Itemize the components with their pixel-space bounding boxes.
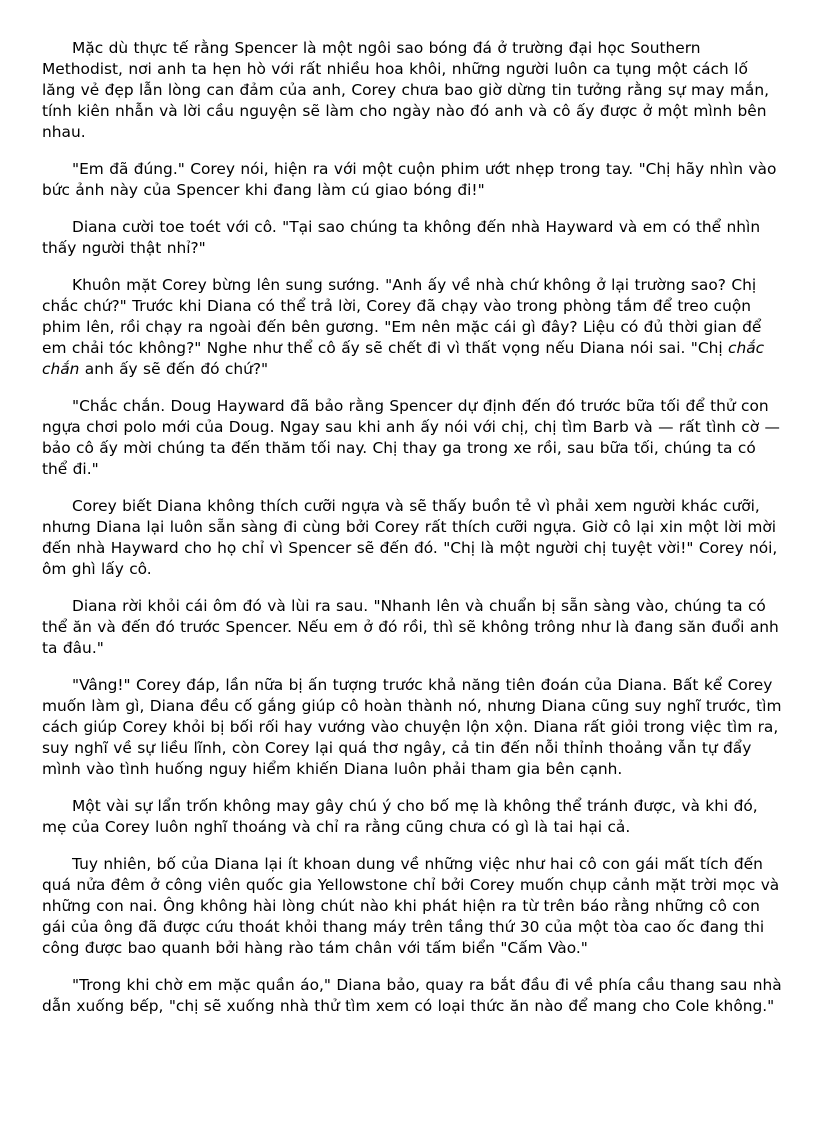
paragraph-text: anh ấy sẽ đến đó chứ?" [79, 360, 269, 378]
paragraph: "Em đã đúng." Corey nói, hiện ra với một cuộn phim ướt nhẹp trong tay. "Chị hãy nhìn vào bức ảnh này của Spencer khi đang làm cú giao bóng đi!" [42, 160, 777, 199]
paragraph: Mặc dù thực tế rằng Spencer là một ngôi sao bóng đá ở trường đại học Southern Methodist, nơi anh ta hẹn hò với rất nhiều hoa khôi, những người luôn ca tụng một cách lố lăng vẻ đẹp lẫn lòng can đảm của anh, Corey chưa bao giờ dừng tin tưởng rằng sự may mắn, tính kiên nhẫn và lời cầu nguyện sẽ làm cho ngày nào đó anh và cô ấy được ở một mình bên nhau. [42, 39, 769, 141]
document-page [42, 38, 782, 1033]
emphasized-text: chắc chắn [42, 339, 765, 378]
paragraph: Corey biết Diana không thích cưỡi ngựa và sẽ thấy buồn tẻ vì phải xem người khác cưỡi, nhưng Diana lại luôn sẵn sàng đi cùng bởi Corey rất thích cưỡi ngựa. Giờ cô lại xin một lời mời đến nhà Hayward cho họ chỉ vì Spencer sẽ đến đó. "Chị là một người chị tuyệt vời!" Corey nói, ôm ghì lấy cô. [42, 497, 778, 578]
paragraph: Diana cười toe toét với cô. "Tại sao chúng ta không đến nhà Hayward và em có thể nhìn thấy người thật nhỉ?" [42, 218, 761, 257]
paragraph: Tuy nhiên, bố của Diana lại ít khoan dung về những việc như hai cô con gái mất tích đến quá nửa đêm ở công viên quốc gia Yellowstone chỉ bởi Corey muốn chụp cảnh mặt trời mọc và những con nai. Ông không hài lòng chút nào khi phát hiện ra từ trên báo rằng những cô con gái của ông đã được cứu thoát khỏi thang máy trên tầng thứ 30 của một tòa cao ốc đang thi công được bao quanh bởi hàng rào tám chân với tấm biển "Cấm Vào." [42, 855, 780, 957]
paragraph: Một vài sự lẩn trốn không may gây chú ý cho bố mẹ là không thể tránh được, và khi đó, mẹ của Corey luôn nghĩ thoáng và chỉ ra rằng cũng chưa có gì là tai hại cả. [42, 797, 758, 836]
paragraph: "Trong khi chờ em mặc quần áo," Diana bảo, quay ra bắt đầu đi về phía cầu thang sau nhà dẫn xuống bếp, "chị sẽ xuống nhà thử tìm xem có loại thức ăn nào để mang cho Cole không." [42, 976, 782, 1015]
paragraph: "Chắc chắn. Doug Hayward đã bảo rằng Spencer dự định đến đó trước bữa tối để thử con ngựa chơi polo mới của Doug. Ngay sau khi anh ấy nói với chị, chị tìm Barb và — rất tình cờ — bảo cô ấy mời chúng ta đến thăm tối nay. Chị thay ga trong xe rồi, sau bữa tối, chúng ta có thể đi." [42, 397, 780, 478]
paragraph: "Vâng!" Corey đáp, lần nữa bị ấn tượng trước khả năng tiên đoán của Diana. Bất kể Corey muốn làm gì, Diana đều cố gắng giúp cô hoàn thành nó, nhưng Diana cũng suy nghĩ trước, tìm cách giúp Corey khỏi bị bối rối hay vướng vào chuyện lộn xộn. Diana rất giỏi trong việc tìm ra, suy nghĩ về sự liều lĩnh, còn Corey lại quá thơ ngây, cả tin đến nỗi thỉnh thoảng vẫn tự đẩy mình vào tình huống nguy hiểm khiến Diana luôn phải tham gia bên cạnh. [42, 676, 782, 778]
paragraph-text: Khuôn mặt Corey bừng lên sung sướng. "Anh ấy về nhà chứ không ở lại trường sao? Chị chắc chứ?" Trước khi Diana có thể trả lời, Corey đã chạy vào trong phòng tắm để treo cuộn phim lên, rồi chạy ra ngoài đến bên gương. "Em nên mặc cái gì đây? Liệu có đủ thời gian để em chải tóc không?" Nghe như thể cô ấy sẽ chết đi vì thất vọng nếu Diana nói sai. "Chị [42, 276, 762, 357]
paragraph: Diana rời khỏi cái ôm đó và lùi ra sau. "Nhanh lên và chuẩn bị sẵn sàng vào, chúng ta có thể ăn và đến đó trước Spencer. Nếu em ở đó rồi, thì sẽ không trông như là đang săn đuổi anh ta đâu." [42, 597, 779, 657]
paragraph [42, 275, 782, 380]
